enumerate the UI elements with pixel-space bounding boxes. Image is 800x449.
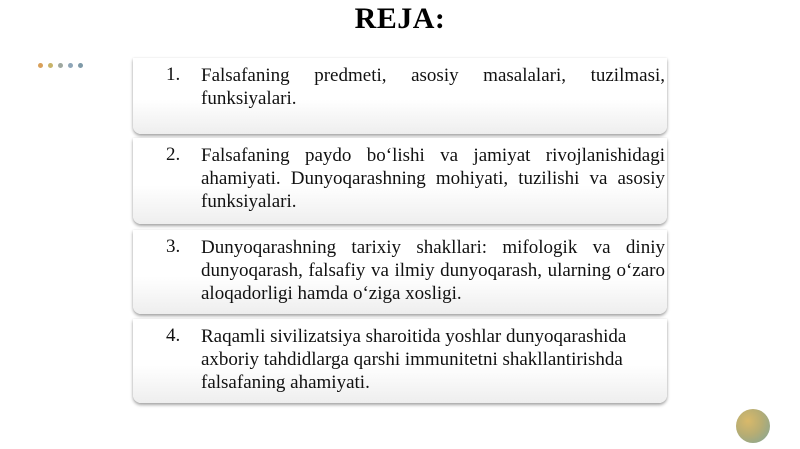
item-number: 4. [166, 325, 181, 346]
item-text: Falsafaning paydo bo‘lishi va jamiyat rivojlanishidagi ahamiyati. Dunyoqarashning mohiyati, tuzilishi va asosiy funksiyalari. [201, 145, 665, 212]
plan-item-3 [133, 230, 667, 314]
dot-icon [48, 63, 53, 68]
dot-icon [68, 63, 73, 68]
dot-icon [38, 63, 43, 68]
item-text: Raqamli sivilizatsiya sharoitida yoshlar dunyoqarashida axboriy tahdidlarga qarshi immunitetni shakllantirishda falsafaning ahamiyati. [201, 326, 627, 393]
plan-item-1 [133, 58, 667, 134]
item-number: 3. [166, 236, 181, 257]
plan-item-4 [133, 319, 667, 403]
item-text: Falsafaning predmeti, asosiy masalalari, tuzilmasi, funksiyalari. [201, 65, 665, 109]
item-number: 2. [166, 144, 181, 165]
dot-icon [58, 63, 63, 68]
slide-title: REJA: [354, 2, 446, 35]
decorative-dots [38, 63, 83, 68]
plan-item-2 [133, 138, 667, 224]
item-number: 1. [166, 64, 181, 85]
decorative-circle-icon [736, 409, 770, 443]
item-text: Dunyoqarashning tarixiy shakllari: mifologik va diniy dunyoqarash, falsafiy va ilmiy dunyoqarash, ularning o‘zaro aloqadorligi hamda o‘ziga xosligi. [201, 237, 665, 304]
dot-icon [78, 63, 83, 68]
